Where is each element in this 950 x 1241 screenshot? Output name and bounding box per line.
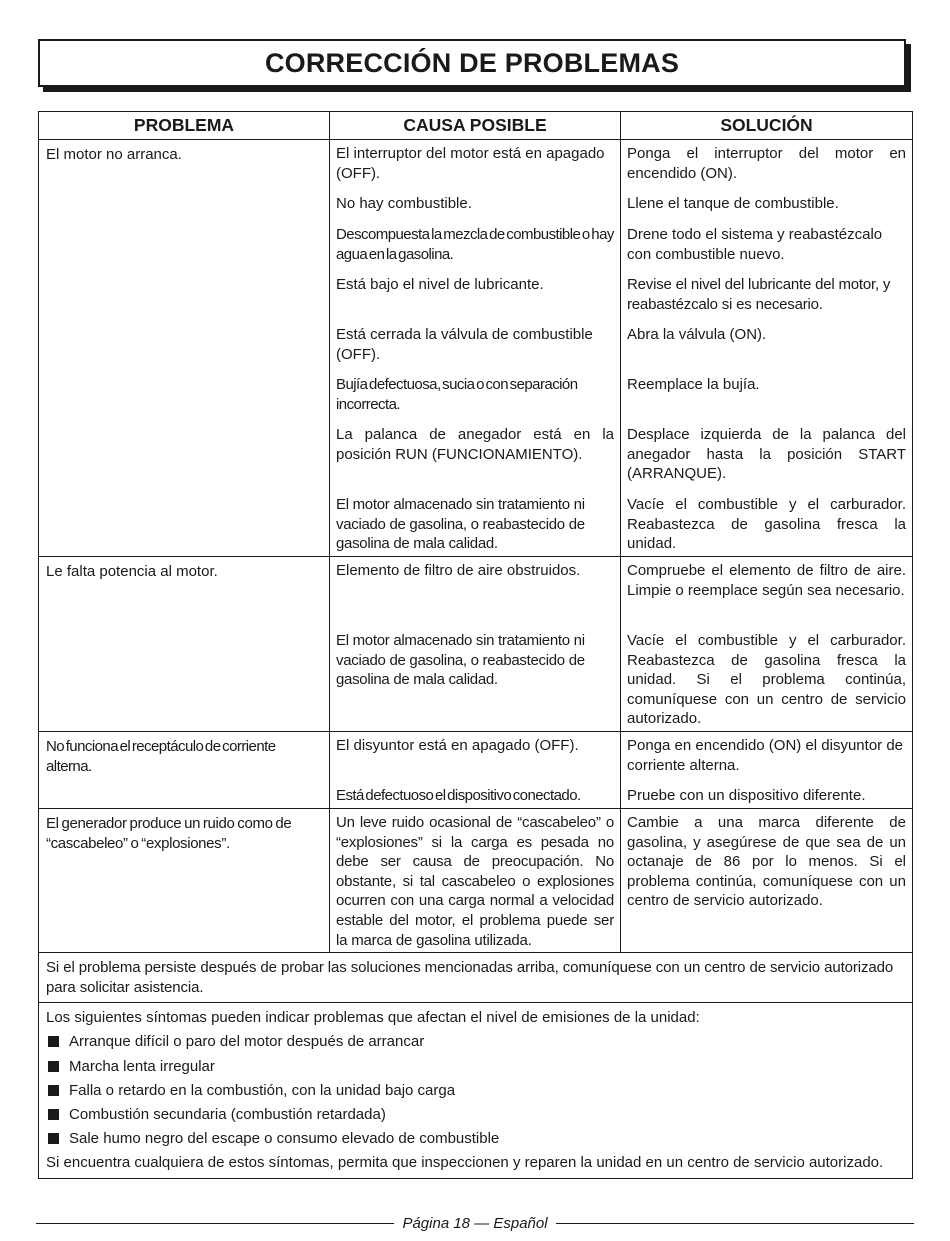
- solution-cell: [621, 557, 913, 732]
- solution-text: Vacíe el combustible y el carburador. Reabastezca de gasolina fresca la unidad.: [627, 496, 906, 553]
- bullet-text: Falla o retardo en la combustión, con la unidad bajo carga: [69, 1081, 456, 1099]
- table-row: [39, 953, 913, 1003]
- cause-text: El disyuntor está en apagado (OFF).: [336, 737, 579, 754]
- table-row: [39, 1003, 913, 1178]
- solution-text: Reemplace la bujía.: [627, 376, 760, 393]
- cause-text: Está defectuoso el dispositivo conectado.: [336, 787, 581, 804]
- problem-cell: [39, 732, 330, 809]
- solution-text: Ponga el interruptor del motor en encendido (ON).: [627, 145, 906, 182]
- cause-text: Bujía defectuosa, sucia o con separación incorrecta.: [336, 376, 578, 413]
- bullet-text: Marcha lenta irregular: [69, 1057, 215, 1075]
- list-item: [46, 1057, 905, 1077]
- list-item: [46, 1081, 905, 1101]
- bullet-square-icon: [48, 1109, 59, 1120]
- problem-text: Le falta potencia al motor.: [46, 563, 218, 580]
- footer-rule-left: [36, 1223, 394, 1224]
- cause-cell: [330, 732, 621, 809]
- header-problem: PROBLEMA: [39, 112, 330, 140]
- cause-cell: [330, 140, 621, 557]
- cause-text: Un leve ruido ocasional de “cascabeleo” o “explosiones” si la carga es pesada no debe ser causa de preocupación. No obstante, si tal cascabeleo o explosiones ocurren con una carga normal a velocidad estable del motor, el problema puede ser la marca de gasolina utilizada.: [336, 814, 614, 949]
- solution-text: Ponga en encendido (ON) el disyuntor de corriente alterna.: [627, 737, 904, 774]
- title-box: [38, 39, 906, 87]
- table-row: [39, 732, 913, 809]
- bullet-square-icon: [48, 1036, 59, 1047]
- solution-cell: [621, 809, 913, 953]
- emissions-outro: Si encuentra cualquiera de estos síntomas, permita que inspeccionen y reparen la unidad en un centro de servicio autorizado.: [46, 1153, 884, 1171]
- problem-text: El generador produce un ruido como de “cascabeleo” o “explosiones”.: [46, 815, 292, 852]
- solution-text: Abra la válvula (ON).: [627, 326, 767, 343]
- cause-text: El motor almacenado sin tratamiento ni vaciado de gasolina, o reabastecido de gasolina de mala calidad.: [336, 496, 585, 553]
- cause-cell: [330, 557, 621, 732]
- problem-text: No funciona el receptáculo de corriente alterna.: [46, 738, 276, 775]
- header-row: [39, 112, 913, 140]
- cause-text: Descompuesta la mezcla de combustible o hay agua en la gasolina.: [336, 226, 614, 263]
- header-solution: SOLUCIÓN: [621, 112, 913, 140]
- solution-cell: [621, 140, 913, 557]
- list-item: [46, 1105, 905, 1125]
- persist-note-cell: [39, 953, 913, 1003]
- solution-text: Compruebe el elemento de filtro de aire. Limpie o reemplace según sea necesario.: [627, 562, 906, 599]
- cause-text: Elemento de filtro de aire obstruidos.: [336, 562, 581, 579]
- table-row: [39, 140, 913, 557]
- table-row: [39, 557, 913, 732]
- solution-text: Cambie a una marca diferente de gasolina, y asegúrese de que sea de un octanaje de 86 por lo menos. Si el problema continúa, comuníquese con un centro de servicio autorizado.: [627, 814, 906, 910]
- cause-text: El interruptor del motor está en apagado (OFF).: [336, 145, 605, 182]
- footer-page-label: Página 18 — Español: [402, 1214, 548, 1232]
- troubleshooting-table: [38, 111, 913, 1179]
- problem-cell: [39, 140, 330, 557]
- solution-text: Llene el tanque de combustible.: [627, 195, 839, 212]
- emissions-intro: Los siguientes síntomas pueden indicar problemas que afectan el nivel de emisiones de la unidad:: [46, 1009, 700, 1027]
- bullet-text: Combustión secundaria (combustión retardada): [69, 1105, 386, 1123]
- solution-text: Desplace izquierda de la palanca del anegador hasta la posición START (ARRANQUE).: [627, 426, 906, 483]
- emissions-cell: [39, 1003, 913, 1178]
- bullet-square-icon: [48, 1085, 59, 1096]
- bullet-text: Sale humo negro del escape o consumo elevado de combustible: [69, 1129, 500, 1147]
- page-title: CORRECCIÓN DE PROBLEMAS: [264, 47, 680, 78]
- table-row: [39, 809, 913, 953]
- cause-text: El motor almacenado sin tratamiento ni vaciado de gasolina, o reabastecido de gasolina de mala calidad.: [336, 632, 585, 689]
- footer-rule-right: [556, 1223, 914, 1224]
- header-cause: CAUSA POSIBLE: [330, 112, 621, 140]
- page-footer: [36, 1212, 914, 1234]
- cause-cell: [330, 809, 621, 953]
- problem-cell: [39, 809, 330, 953]
- solution-text: Pruebe con un dispositivo diferente.: [627, 787, 866, 804]
- bullet-square-icon: [48, 1133, 59, 1144]
- cause-text: La palanca de anegador está en la posición RUN (FUNCIONAMIENTO).: [336, 426, 614, 463]
- bullet-text: Arranque difícil o paro del motor después de arrancar: [69, 1033, 425, 1051]
- cause-text: Está bajo el nivel de lubricante.: [336, 276, 544, 293]
- cause-text: No hay combustible.: [336, 195, 472, 212]
- problem-cell: [39, 557, 330, 732]
- solution-text: Drene todo el sistema y reabastézcalo con combustible nuevo.: [627, 226, 883, 263]
- bullet-square-icon: [48, 1061, 59, 1072]
- problem-text: El motor no arranca.: [46, 146, 182, 163]
- list-item: [46, 1129, 905, 1149]
- cause-text: Está cerrada la válvula de combustible (OFF).: [336, 326, 593, 363]
- persist-note: Si el problema persiste después de probar las soluciones mencionadas arriba, comuníquese con un centro de servicio autorizado para solicitar asistencia.: [46, 959, 894, 996]
- solution-cell: [621, 732, 913, 809]
- solution-text: Revise el nivel del lubricante del motor, y reabastézcalo si es necesario.: [627, 276, 891, 313]
- list-item: [46, 1032, 905, 1052]
- solution-text: Vacíe el combustible y el carburador. Reabastezca de gasolina fresca la unidad. Si el problema continúa, comuníquese con un centro de servicio autorizado.: [627, 632, 906, 728]
